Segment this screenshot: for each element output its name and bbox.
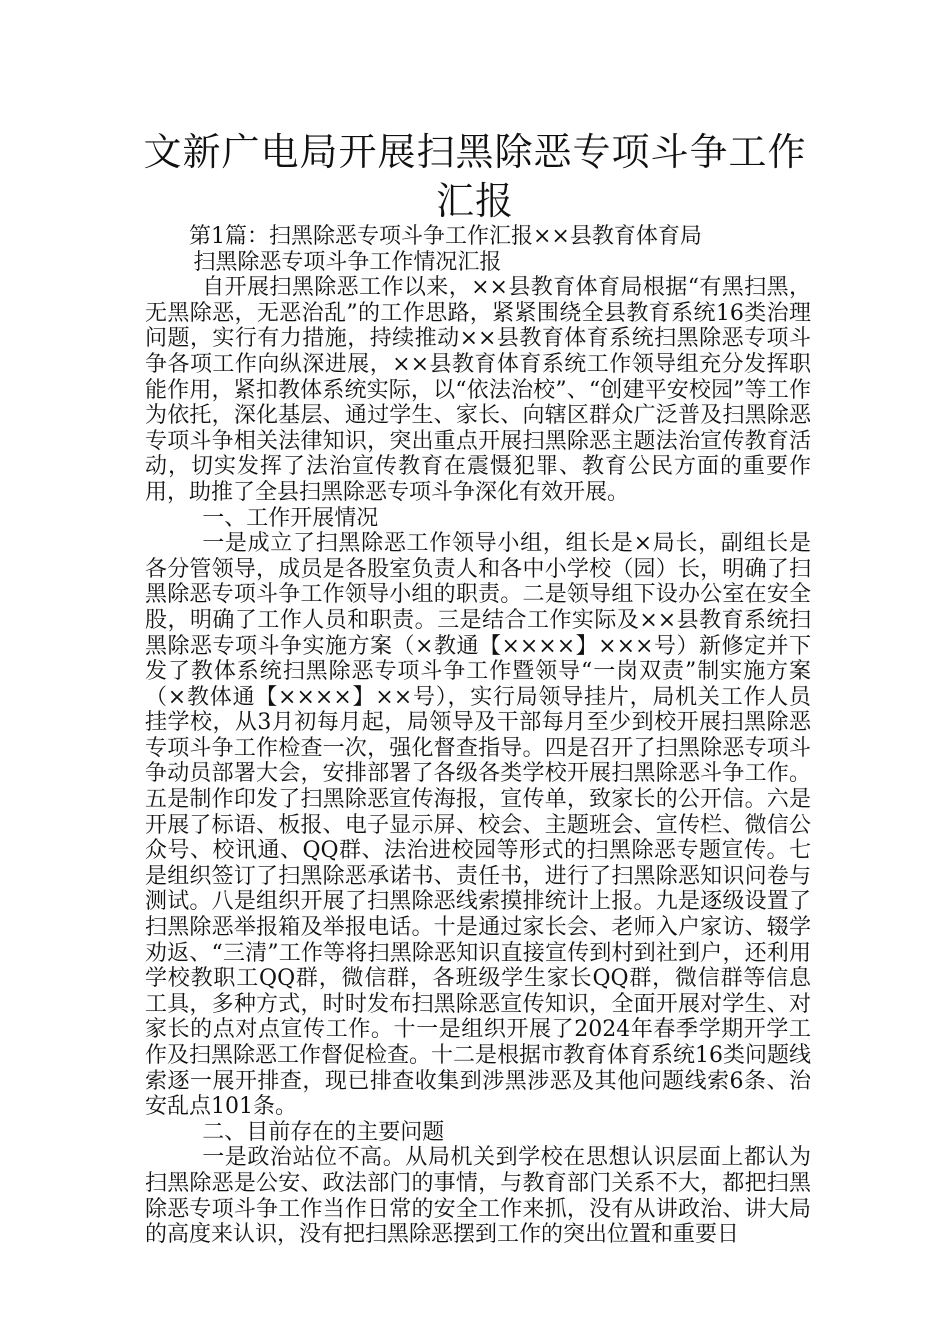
section-1-paragraph: 一是成立了扫黑除恶工作领导小组，组长是×局长，副组长是各分管领导，成员是各股室负责人和各中小学校（园）长，明确了扫黑除恶专项斗争工作领导小组的职责。二是领导组下设办公室在安全股，明确了工作人员和职责。三是结合工作实际及××县教育系统扫黑除恶专项斗争实施方案（×教通【××××】×××号）新修定并下发了教体系统扫黑除恶专项斗争工作暨领导“一岗双责”制实施方案（×教体通【××××】××号），实行局领导挂片，局机关工作人员挂学校，从3月初每月起，局领导及干部每月至少到校开展扫黑除恶专项斗争工作检查一次，强化督查指导。四是召开了扫黑除恶专项斗争动员部署大会，安排部署了各级各类学校开展扫黑除恶斗争工作。五是制作印发了扫黑除恶宣传海报，宣传单，致家长的公开信。六是开展了标语、板报、电子显示屏、校会、主题班会、宣传栏、微信公众号、校讯通、QQ群、法治进校园等形式的扫黑除恶专题宣传。七是组织签订了扫黑除恶承诺书、责任书，进行了扫黑除恶知识问卷与测试。八是组织开展了扫黑除恶线索摸排统计上报。九是逐级设置了扫黑除恶举报箱及举报电话。十是通过家长会、老师入户家访、辍学劝返、“三清”工作等将扫黑除恶知识直接宣传到村到社到户，还利用学校教职工QQ群，微信群，各班级学生家长QQ群，微信群等信息工具，多种方式，时时发布扫黑除恶宣传知识，全面开展对学生、对家长的点对点宣传工作。十一是组织开展了2024年春季学期开学工作及扫黑除恶工作督促检查。十二是根据市教育体育系统16类问题线索逐一展开排查，现已排查收集到涉黑涉恶及其他问题线索6条、治安乱点101条。 (145, 531, 811, 1120)
document-title: 文新广电局开展扫黑除恶专项斗争工作汇报 (143, 130, 807, 223)
section-2-paragraph: 一是政治站位不高。从局机关到学校在思想认识层面上都认为扫黑除恶是公安、政法部门的事情，与教育部门关系不大，都把扫黑除恶专项斗争工作当作日常的安全工作来抓，没有从讲政治、讲大局的高度来认识，没有把扫黑除恶摆到工作的突出位置和重要日 (145, 1145, 811, 1248)
section-1-heading: 一、工作开展情况 (202, 505, 379, 531)
section-2-heading: 二、目前存在的主要问题 (202, 1119, 445, 1145)
subtitle-line-2: 扫黑除恶专项斗争工作情况汇报 (193, 249, 502, 275)
subtitle-line-1: 第1篇：扫黑除恶专项斗争工作汇报××县教育体育局 (189, 224, 702, 249)
document-body (145, 224, 811, 1248)
intro-paragraph: 自开展扫黑除恶工作以来，××县教育体育局根据“有黑扫黑，无黑除恶，无恶治乱”的工作思路，紧紧围绕全县教育系统16类治理问题，实行有力措施，持续推动××县教育体育系统扫黑除恶专项斗争各项工作向纵深进展，××县教育体育系统工作领导组充分发挥职能作用，紧扣教体系统实际，以“依法治校”、“创建平安校园”等工作为依托，深化基层、通过学生、家长、向辖区群众广泛普及扫黑除恶专项斗争相关法律知识，突出重点开展扫黑除恶主题法治宣传教育活动，切实发挥了法治宣传教育在震慑犯罪、教育公民方面的重要作用，助推了全县扫黑除恶专项斗争深化有效开展。 (145, 275, 811, 505)
